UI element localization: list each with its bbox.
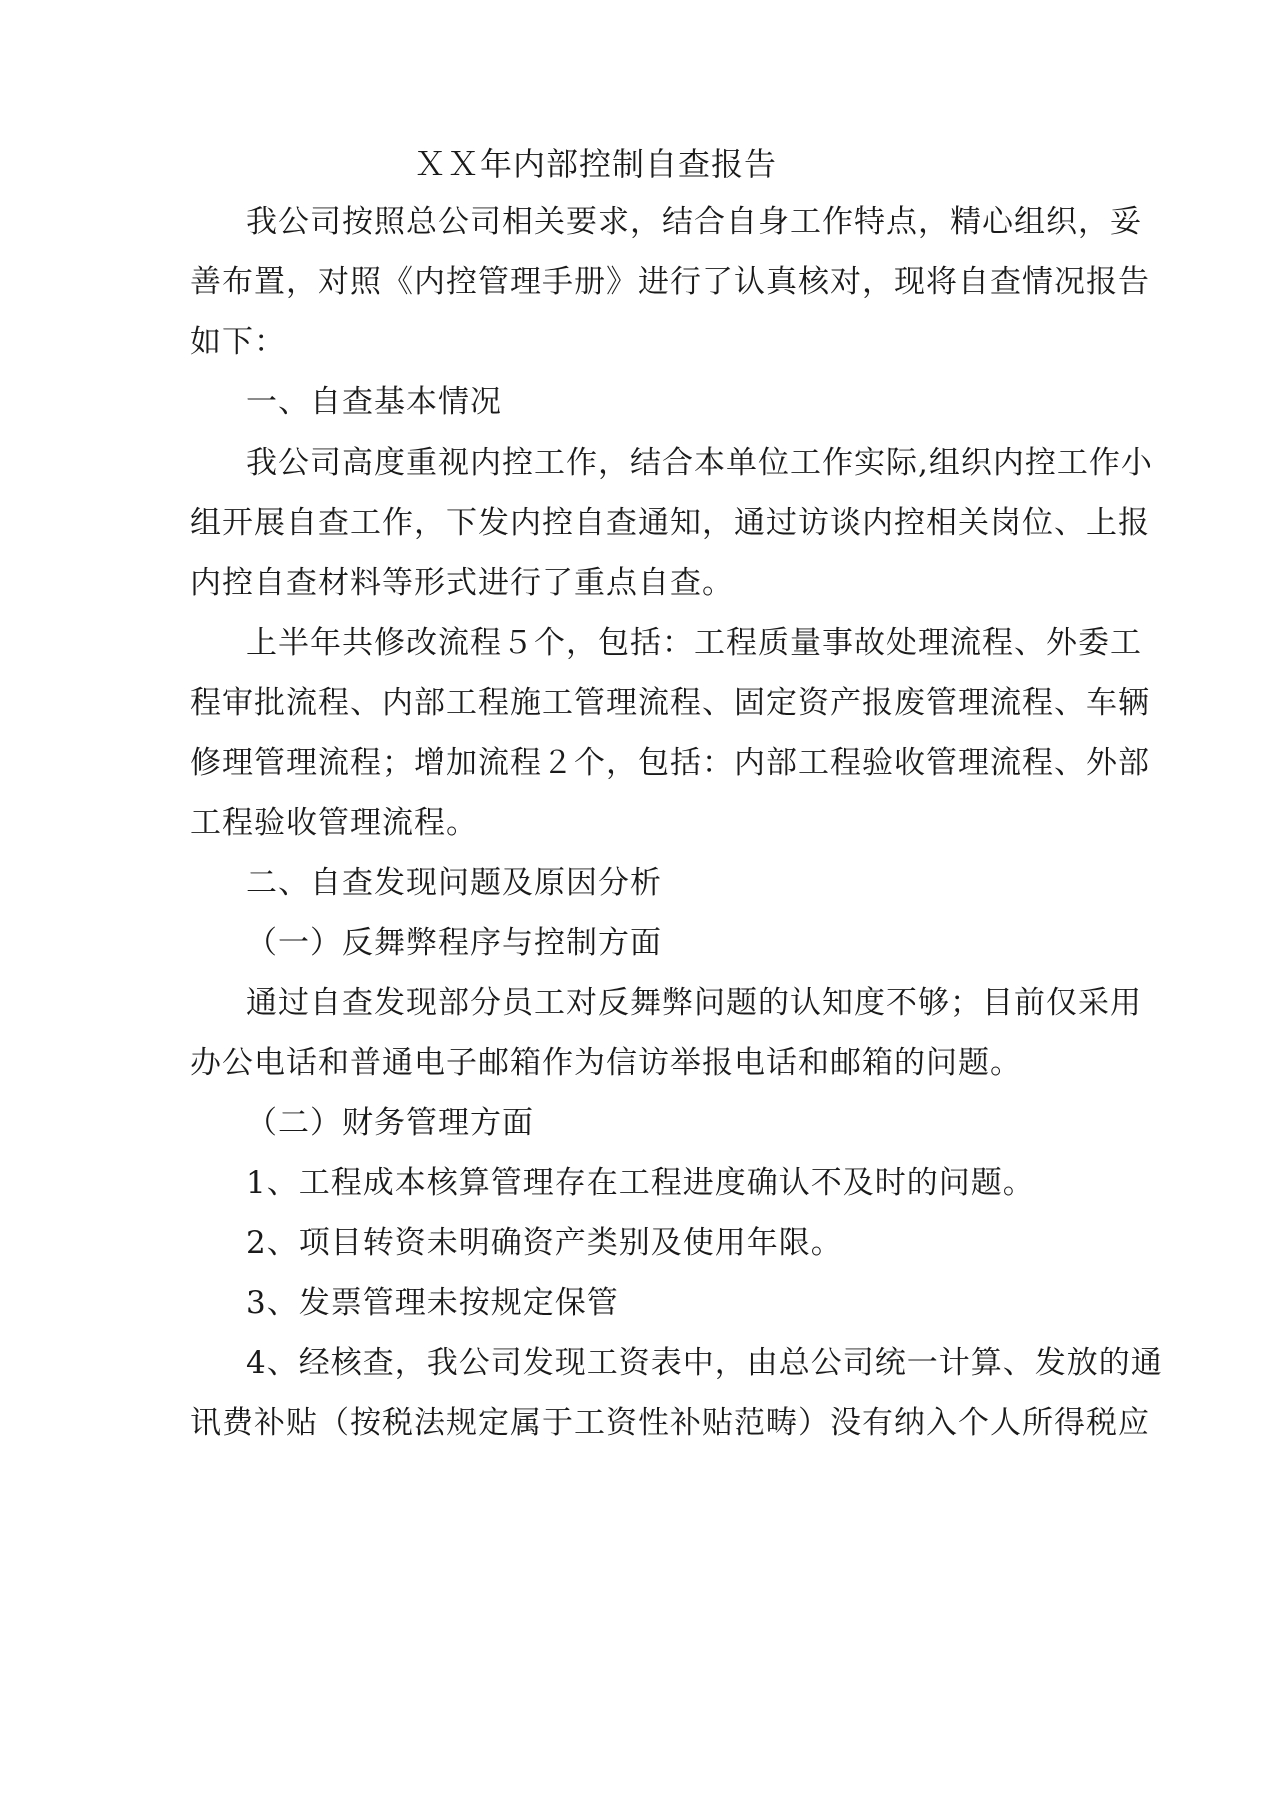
paragraph-line: 办公电话和普通电子邮箱作为信访举报电话和邮箱的问题。 <box>190 1045 1022 1081</box>
paragraph-line: 如下： <box>190 324 286 360</box>
list-item: 1、工程成本核算管理存在工程进度确认不及时的问题。 <box>246 1165 1035 1201</box>
subsection-heading: （二）财务管理方面 <box>246 1105 534 1141</box>
paragraph-line: 程审批流程、内部工程施工管理流程、固定资产报废管理流程、车辆 <box>190 685 1150 721</box>
subsection-heading: （一）反舞弊程序与控制方面 <box>246 925 662 961</box>
paragraph-line: 通过自查发现部分员工对反舞弊问题的认知度不够；目前仅采用 <box>246 985 1142 1021</box>
list-item: 3、发票管理未按规定保管 <box>246 1285 619 1321</box>
paragraph-line: 内控自查材料等形式进行了重点自查。 <box>190 565 734 601</box>
document-title: ＸＸ年内部控制自查报告 <box>414 145 778 183</box>
section-heading: 二、自查发现问题及原因分析 <box>246 865 662 901</box>
paragraph-line: 讯费补贴（按税法规定属于工资性补贴范畴）没有纳入个人所得税应 <box>190 1405 1150 1441</box>
list-item: 4、经核查，我公司发现工资表中，由总公司统一计算、发放的通 <box>246 1345 1163 1381</box>
paragraph-line: 修理管理流程；增加流程２个，包括：内部工程验收管理流程、外部 <box>190 745 1150 781</box>
paragraph-line: 组开展自查工作，下发内控自查通知，通过访谈内控相关岗位、上报 <box>190 505 1150 541</box>
paragraph-line: 我公司高度重视内控工作，结合本单位工作实际,组织内控工作小 <box>246 445 1153 481</box>
paragraph-line: 善布置，对照《内控管理手册》进行了认真核对，现将自查情况报告 <box>190 264 1150 300</box>
paragraph-line: 工程验收管理流程。 <box>190 805 478 841</box>
section-heading: 一、自查基本情况 <box>246 384 502 420</box>
paragraph-line: 上半年共修改流程５个，包括：工程质量事故处理流程、外委工 <box>246 625 1142 661</box>
list-item: 2、项目转资未明确资产类别及使用年限。 <box>246 1225 843 1261</box>
paragraph-line: 我公司按照总公司相关要求，结合自身工作特点，精心组织，妥 <box>246 204 1142 240</box>
